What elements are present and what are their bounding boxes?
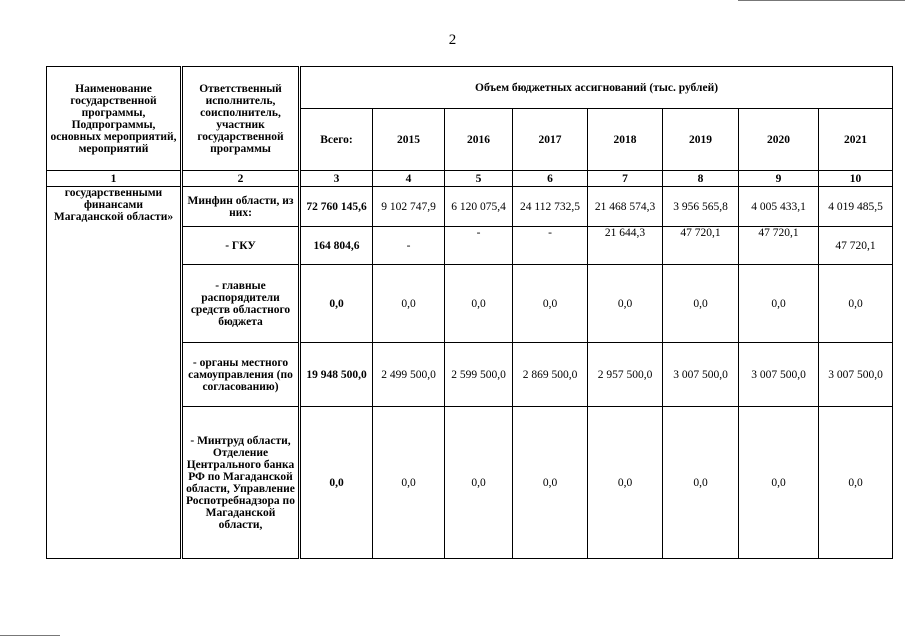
column-number: 6 — [513, 171, 588, 187]
budget-table — [46, 66, 893, 559]
executor-cell: - ГКУ — [182, 227, 300, 265]
column-number: 7 — [588, 171, 663, 187]
header-year: 2015 — [373, 109, 445, 171]
header-year: 2016 — [445, 109, 513, 171]
value-cell: - — [373, 227, 445, 265]
header-budget-column: Объем бюджетных ассигнований (тыс. рублей) — [300, 67, 893, 109]
value-cell: 0,0 — [663, 265, 739, 343]
value-cell: 0,0 — [445, 407, 513, 559]
value-cell: 2 499 500,0 — [373, 343, 445, 407]
header-total: Всего: — [300, 109, 373, 171]
value-cell: 2 957 500,0 — [588, 343, 663, 407]
value-cell: 0,0 — [819, 407, 893, 559]
executor-cell: - Минтруд области, Отделение Центрального банка РФ по Магаданской области, Управление Роспотребнадзора по Магаданской области, — [182, 407, 300, 559]
header-year: 2019 — [663, 109, 739, 171]
value-cell: 24 112 732,5 — [513, 187, 588, 227]
executor-cell: - главные распорядители средств областного бюджета — [182, 265, 300, 343]
value-cell: 0,0 — [513, 407, 588, 559]
total-cell: 19 948 500,0 — [300, 343, 373, 407]
column-number: 2 — [182, 171, 300, 187]
total-cell: 164 804,6 — [300, 227, 373, 265]
value-cell: 9 102 747,9 — [373, 187, 445, 227]
header-executor-column: Ответственный исполнитель, соисполнитель, участник государственной программы — [182, 67, 300, 171]
value-cell: 47 720,1 — [819, 227, 893, 265]
header-year: 2018 — [588, 109, 663, 171]
value-cell: 3 007 500,0 — [819, 343, 893, 407]
value-cell: 0,0 — [513, 265, 588, 343]
value-cell: 2 599 500,0 — [445, 343, 513, 407]
total-cell: 0,0 — [300, 407, 373, 559]
value-cell: 47 720,1 — [739, 227, 819, 265]
executor-cell: - органы местного самоуправления (по согласованию) — [182, 343, 300, 407]
value-cell: 3 007 500,0 — [663, 343, 739, 407]
value-cell: - — [513, 227, 588, 265]
page-number: 2 — [448, 32, 457, 48]
value-cell: 4 005 433,1 — [739, 187, 819, 227]
column-number: 8 — [663, 171, 739, 187]
executor-cell: Минфин области, из них: — [182, 187, 300, 227]
value-cell: 0,0 — [373, 407, 445, 559]
column-number: 9 — [739, 171, 819, 187]
column-number: 3 — [300, 171, 373, 187]
header-year: 2020 — [739, 109, 819, 171]
column-number: 4 — [373, 171, 445, 187]
column-number: 5 — [445, 171, 513, 187]
header-year: 2021 — [819, 109, 893, 171]
value-cell: 3 007 500,0 — [739, 343, 819, 407]
value-cell: 47 720,1 — [663, 227, 739, 265]
column-number-row — [47, 171, 893, 187]
value-cell: 0,0 — [663, 407, 739, 559]
value-cell: 2 869 500,0 — [513, 343, 588, 407]
header-year: 2017 — [513, 109, 588, 171]
value-cell: 0,0 — [739, 265, 819, 343]
program-name: государственными финансами Магаданской области» — [47, 187, 182, 559]
value-cell: 21 644,3 — [588, 227, 663, 265]
value-cell: 4 019 485,5 — [819, 187, 893, 227]
value-cell: 21 468 574,3 — [588, 187, 663, 227]
header-name-column: Наименование государственной программы, Подпрограммы, основных мероприятий, мероприятий — [47, 67, 182, 171]
total-cell: 0,0 — [300, 265, 373, 343]
scan-artifact-top — [738, 0, 905, 1]
header-row-1 — [47, 67, 893, 109]
value-cell: 0,0 — [819, 265, 893, 343]
value-cell: 0,0 — [445, 265, 513, 343]
column-number: 1 — [47, 171, 182, 187]
value-cell: 0,0 — [739, 407, 819, 559]
value-cell: 6 120 075,4 — [445, 187, 513, 227]
scan-artifact-bottom — [0, 635, 60, 636]
value-cell: 0,0 — [588, 265, 663, 343]
value-cell: 0,0 — [373, 265, 445, 343]
column-number: 10 — [819, 171, 893, 187]
table-row — [47, 187, 893, 227]
total-cell: 72 760 145,6 — [300, 187, 373, 227]
value-cell: 3 956 565,8 — [663, 187, 739, 227]
value-cell: 0,0 — [588, 407, 663, 559]
value-cell: - — [445, 227, 513, 265]
